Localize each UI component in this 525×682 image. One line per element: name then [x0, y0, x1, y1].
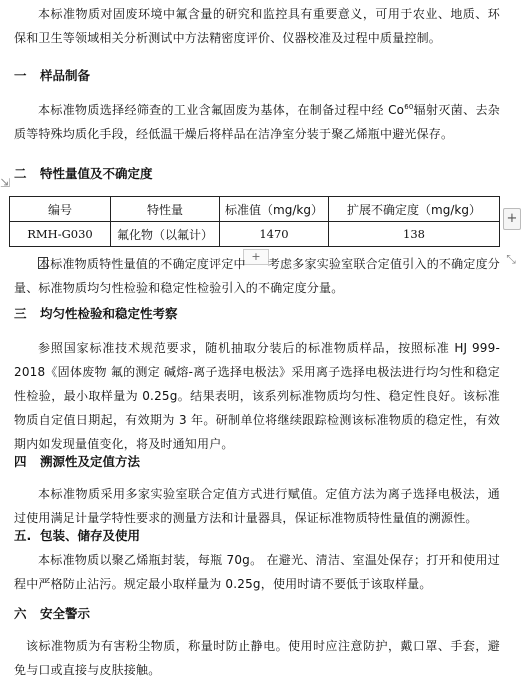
preparation-paragraph: [14, 98, 500, 146]
section-heading-1: [14, 66, 90, 84]
table-header-cell[interactable]: 编号: [10, 197, 111, 222]
section-title: 样品制备: [40, 68, 91, 83]
add-row-icon[interactable]: +: [243, 249, 269, 265]
section-title: 均匀性检验和稳定性考察: [40, 306, 178, 321]
table-cell-property[interactable]: 氟化物（以氟计）: [111, 222, 220, 247]
table-header-row: [10, 197, 500, 222]
move-handle-icon[interactable]: ⇲: [0, 176, 11, 190]
uncertainty-paragraph: [14, 252, 500, 300]
section-number: 六: [14, 606, 27, 621]
prep-text-after: 辐射灭菌、去杂质等特殊均质化手段，经低温干燥后将样品在洁净室分装于聚乙烯瓶中避光保存。: [14, 103, 500, 141]
property-value-table: [9, 196, 500, 247]
section-title: 安全警示: [40, 606, 91, 621]
section-number: 四: [14, 454, 27, 469]
uncertainty-text-1: 本标准物质特性量值的不确定度评定中: [38, 257, 246, 271]
prep-text-before: 本标准物质选择经筛查的工业含氟固废为基体，在制备过程中经 Co: [38, 103, 405, 117]
section-title: 特性量值及不确定度: [40, 166, 153, 181]
packaging-paragraph: 本标准物质以聚乙烯瓶封装，每瓶 70g。 在避光、清洁、室温处保存；打开和使用过程中严格防止沾污。规定最小取样量为 0.25g，使用时请不要低于该取样量。: [14, 553, 500, 591]
table-header-cell[interactable]: 标准值（mg/kg）: [220, 197, 329, 222]
section-heading-2: [14, 164, 153, 182]
section-heading-3: [14, 304, 178, 322]
section-number: 三: [14, 306, 27, 321]
isotope-superscript: 60: [404, 103, 414, 111]
text-cursor: [38, 257, 48, 269]
table-cell-value[interactable]: 1470: [220, 222, 329, 247]
section-heading-4: [14, 452, 140, 470]
homogeneity-paragraph: 参照国家标准技术规范要求，随机抽取分装后的标准物质样品，按照标准 HJ 999-2018《固体废物 氟的测定 碱熔-离子选择电极法》采用离子选择电极法进行均匀性和稳定性检验，最小取样量为 0.25g。结果表明，该系列标准物质均匀性、稳定性良好。该标准物质自定值日期起，有效期为 3 年。研制单位将继续跟踪检测该标准物质的稳定性，有效期内如发现量值变化，将及时通知用户。: [14, 341, 500, 451]
table-cell-uncertainty[interactable]: 138: [329, 222, 500, 247]
intro-paragraph: 本标准物质对固废环境中氟含量的研究和监控具有重要意义，可用于农业、地质、环保和卫生等领域相关分析测试中方法精密度评价、仪器校准及过程中质量控制。: [14, 7, 500, 45]
table-header-cell[interactable]: 特性量: [111, 197, 220, 222]
section-number: 二: [14, 166, 27, 181]
safety-paragraph: 该标准物质为有害粉尘物质，称量时防止静电。使用时应注意防护，戴口罩、手套，避免与口或直接与皮肤接触。: [14, 639, 500, 677]
uncertainty-text-2: 考虑多家实验室联合定值引入的不确定度分量、标准物质均匀性检验和稳定性检验引入的不确定度分量。: [14, 257, 500, 295]
table-cell-code[interactable]: RMH-G030: [10, 222, 111, 247]
section-title: 包装、储存及使用: [40, 528, 141, 543]
section-number: 五.: [14, 528, 32, 543]
traceability-paragraph: 本标准物质采用多家实验室联合定值方式进行赋值。定值方法为离子选择电极法，通过使用满足计量学特性要求的测量方法和计量器具，保证标准物质特性量值的溯源性。: [14, 487, 500, 525]
section-heading-5: [14, 526, 140, 544]
add-column-icon[interactable]: +: [503, 208, 521, 230]
resize-handle-icon[interactable]: ⤡: [506, 252, 516, 266]
section-heading-6: [14, 604, 90, 622]
section-title: 溯源性及定值方法: [40, 454, 141, 469]
table-header-cell[interactable]: 扩展不确定度（mg/kg）: [329, 197, 500, 222]
section-number: 一: [14, 68, 27, 83]
table-row: [10, 222, 500, 247]
